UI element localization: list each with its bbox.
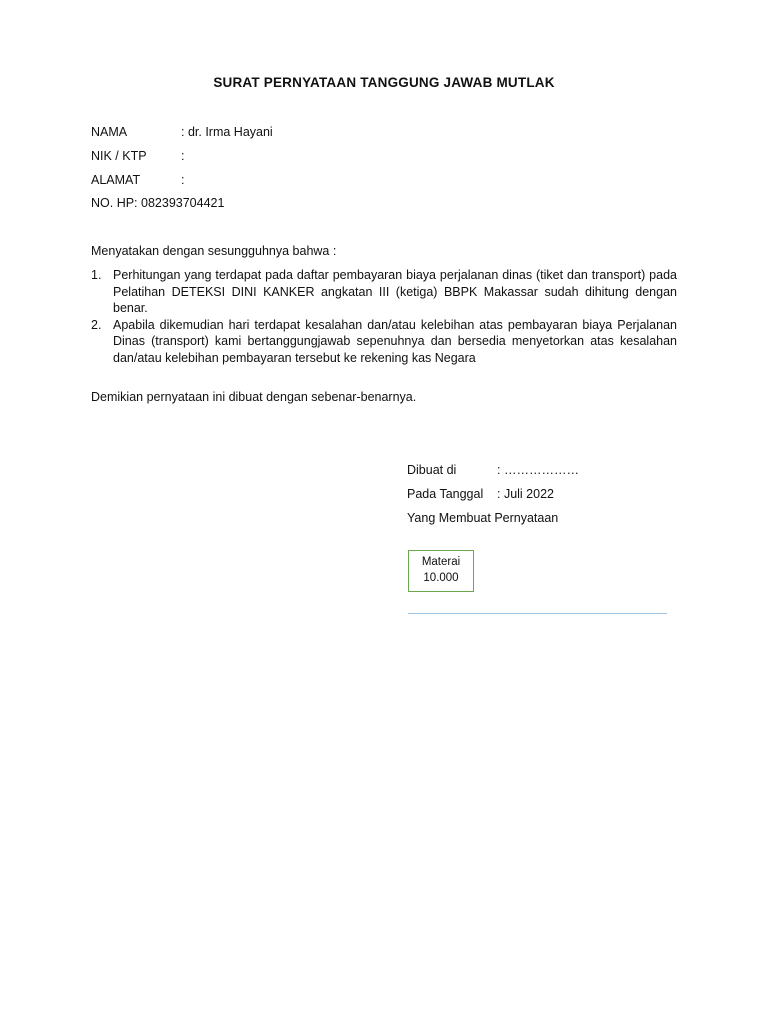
nik-value: : bbox=[181, 149, 185, 163]
closing-statement: Demikian pernyataan ini dibuat dengan sebenar-benarnya. bbox=[91, 390, 417, 404]
list-item bbox=[91, 317, 677, 367]
made-at-label: Dibuat di bbox=[407, 463, 457, 477]
statement-intro: Menyatakan dengan sesungguhnya bahwa : bbox=[91, 244, 337, 258]
phone-line: NO. HP: 082393704421 bbox=[91, 196, 225, 210]
list-item-text: Perhitungan yang terdapat pada daftar pembayaran biaya perjalanan dinas (tiket dan transport) pada Pelatihan DETEKSI DINI KANKER angkatan III (ketiga) BBPK Makassar sudah dihitung dengan benar. bbox=[113, 268, 677, 315]
address-label: ALAMAT bbox=[91, 173, 141, 187]
name-value: : dr. Irma Hayani bbox=[181, 125, 273, 139]
list-item-number: 1. bbox=[91, 268, 102, 282]
made-at-value: : ……………… bbox=[497, 463, 579, 477]
name-label: NAMA bbox=[91, 125, 128, 139]
statement-list bbox=[91, 267, 677, 366]
signer-label: Yang Membuat Pernyataan bbox=[407, 511, 559, 525]
list-item-text: Apabila dikemudian hari terdapat kesalahan dan/atau kelebihan atas pembayaran biaya Perjalanan Dinas (transport) kami bertanggungjawab sepenuhnya dan bersedia menyetorkan atas kesalahan dan/atau kelebihan pembayaran tersebut ke rekening kas Negara bbox=[113, 317, 677, 365]
list-item-number: 2. bbox=[91, 317, 102, 332]
date-value: : Juli 2022 bbox=[497, 487, 554, 501]
signature-line bbox=[408, 613, 667, 614]
stamp-duty-box bbox=[408, 550, 474, 592]
nik-label: NIK / KTP bbox=[91, 149, 147, 163]
date-label: Pada Tanggal bbox=[407, 487, 484, 501]
address-value: : bbox=[181, 173, 185, 187]
list-item bbox=[91, 267, 677, 317]
stamp-amount: 10.000 bbox=[423, 572, 459, 584]
document-title: SURAT PERNYATAAN TANGGUNG JAWAB MUTLAK bbox=[213, 75, 555, 90]
stamp-label: Materai bbox=[421, 556, 461, 568]
